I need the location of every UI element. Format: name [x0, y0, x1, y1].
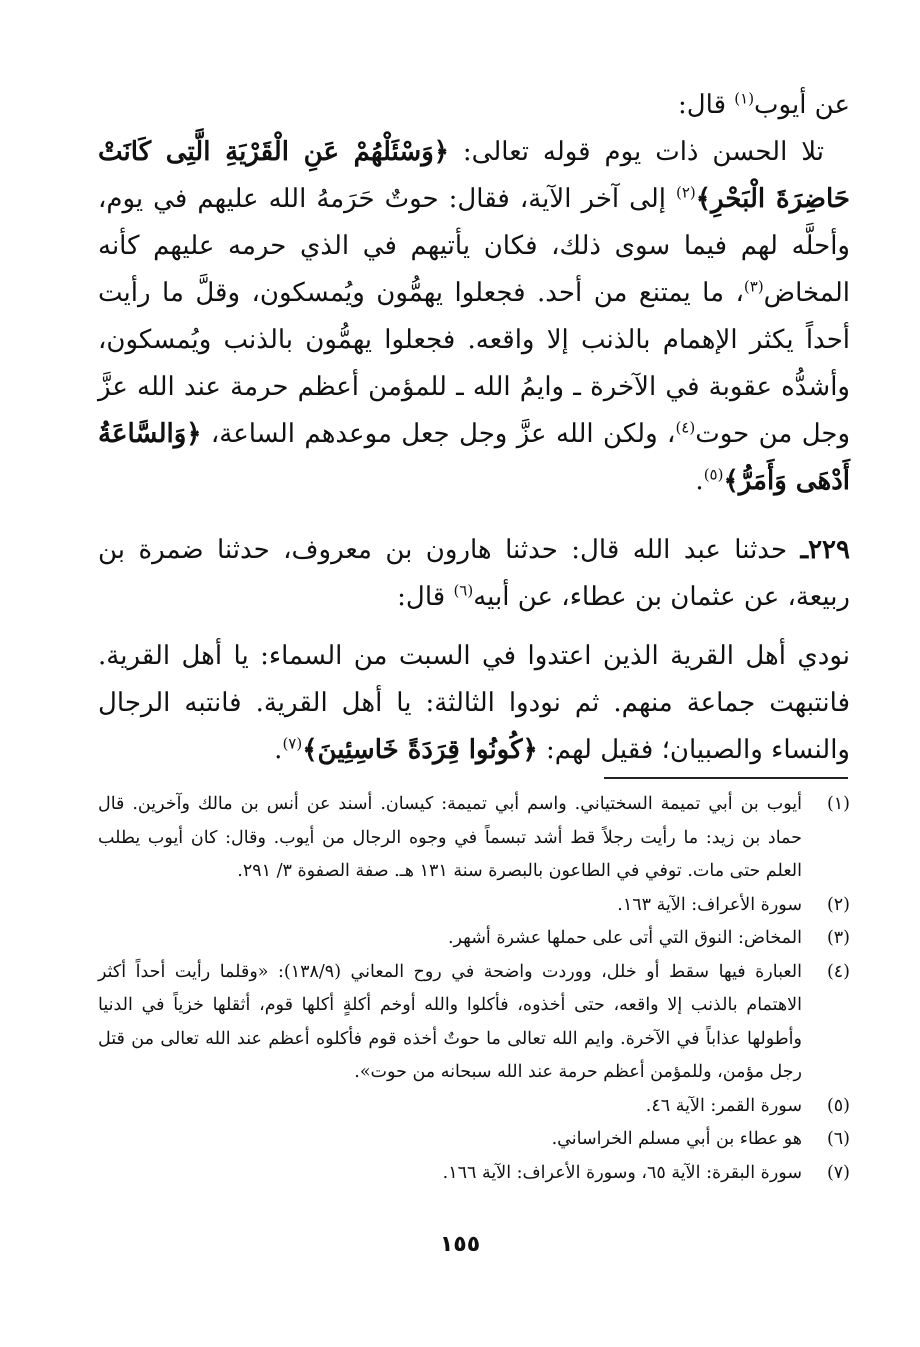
footnote-ref: (٥) — [703, 465, 724, 484]
footnote-number: (٤) — [826, 961, 850, 982]
footnote-item — [98, 922, 850, 956]
text-segment: قال: — [397, 582, 454, 612]
footnote-number: (٣) — [826, 928, 850, 948]
quran-verse: ﴿وَالسَّاعَةُ أَدْهَى وَأَمَرُّ﴾ — [98, 419, 850, 496]
footnote-text: أيوب بن أبي تميمة السختياني. واسم أبي تميمة: كيسان. أسند عن أنس بن مالك وآخرين. قال حماد بن زيد: ما رأيت رجلاً قط أشد تبسماً في وجوه الرجال من أيوب. وقال: كان أيوب يطلب العلم حتى مات. توفي في الطاعون بالبصرة سنة ١٣١ هـ. صفة الصفوة ٣/ ٢٩١. — [98, 794, 802, 881]
main-text — [98, 82, 850, 774]
footnote-ref: (٢) — [676, 183, 696, 202]
footnote-item — [98, 1123, 850, 1157]
footnote-item — [98, 788, 850, 889]
footnote-ref: (٧) — [282, 734, 303, 753]
footnote-text: العبارة فيها سقط أو خلل، ووردت واضحة في روح المعاني (١٣٨/٩): «وقلما رأيت أحداً أكثر الاهتمام بالذنب إلا واقعه، حتى أخذوه، فأكلوا والله أوخم أكلةٍ أكلها قوم، أثقلها خزياً في الدنيا وأطولها عذاباً في الآخرة. وايم الله تعالى ما حوتٌ أخذه قوم فأكلوه أعظم عند الله تعالى من قتل رجل مؤمن، وللمؤمن أعظم حرمة عند الله سبحانه من حوت». — [98, 961, 802, 1082]
footnote-item — [98, 1157, 850, 1191]
footnote-ref: (١) — [734, 89, 755, 108]
footnote-ref: (٣) — [743, 277, 764, 296]
paragraph-1 — [98, 82, 850, 129]
footnote-number: (٦) — [826, 1129, 850, 1149]
text-segment: إلى آخر الآية، فقال: حوتٌ حَرَمهُ الله عليهم في يوم، وأحلَّه لهم فيما سوى ذلك، فكان يأتيهم في الذي حرمه عليهم كأنه المخاض — [98, 184, 850, 308]
footnote-text: المخاض: النوق التي أتى على حملها عشرة أشهر. — [447, 928, 802, 948]
text-segment: ، ولكن الله عزَّ وجل جعل موعدهم الساعة، — [201, 419, 676, 449]
footnote-divider — [604, 777, 848, 779]
footnote-text: سورة القمر: الآية ٤٦. — [645, 1095, 802, 1116]
footnote-number: (٥) — [826, 1095, 850, 1116]
footnote-item — [98, 956, 850, 1090]
paragraph-2 — [98, 129, 850, 505]
footnote-ref: (٤) — [675, 418, 696, 437]
footnote-number: (٧) — [826, 1162, 850, 1183]
footnote-ref: (٦) — [453, 581, 474, 600]
text-segment: عن أيوب — [754, 90, 850, 120]
hadith-number: ٢٢٩ـ — [800, 535, 850, 565]
footnote-text: سورة البقرة: الآية ٦٥، وسورة الأعراف: الآية ١٦٦. — [442, 1162, 802, 1183]
footnote-text: سورة الأعراف: الآية ١٦٣. — [617, 894, 802, 915]
text-segment: قال: — [678, 90, 735, 120]
paragraph-4 — [98, 633, 850, 774]
text-segment: . — [274, 735, 283, 765]
text-segment: حدثنا عبد الله قال: حدثنا هارون بن معروف، حدثنا ضمرة بن ربيعة، عن عثمان بن عطاء، عن أبيه — [98, 535, 850, 612]
paragraph-3 — [98, 527, 850, 621]
text-segment: . — [695, 466, 704, 496]
footnote-item — [98, 1090, 850, 1124]
paragraph-gap — [98, 621, 850, 633]
quran-verse: ﴿كُونُوا قِرَدَةً خَاسِئِينَ﴾ — [302, 735, 538, 765]
footnotes — [98, 788, 850, 1190]
footnote-item — [98, 889, 850, 923]
paragraph-gap — [98, 505, 850, 527]
footnote-number: (١) — [826, 794, 850, 814]
quran-verse: ﴿وَسْئَلْهُمْ عَنِ الْقَرْيَةِ الَّتِى كَانَتْ حَاضِرَةَ الْبَحْرِ﴾ — [98, 137, 850, 214]
text-segment: نودي أهل القرية الذين اعتدوا في السبت من السماء: يا أهل القرية. فانتبهت جماعة منهم. ثم نودوا الثالثة: يا أهل القرية. فانتبه الرجال والنساء والصبيان؛ فقيل لهم: — [98, 641, 850, 765]
footnote-number: (٢) — [826, 894, 850, 915]
footnote-text: هو عطاء بن أبي مسلم الخراساني. — [551, 1129, 802, 1149]
page-number: ١٥٥ — [439, 1232, 481, 1257]
text-segment: تلا الحسن ذات يوم قوله تعالى: — [449, 137, 824, 167]
text-segment: ، ما يمتنع من أحد. فجعلوا يهمُّون ويُمسكون، وقلَّ ما رأيت أحداً يكثر الإهمام بالذنب إلا واقعه. فجعلوا يهمُّون بالذنب ويُمسكون، وأشدُّه عقوبة في الآخرة ـ وايمُ الله ـ للمؤمن أعظم حرمة عند الله عزَّ وجل من حوت — [98, 278, 851, 449]
